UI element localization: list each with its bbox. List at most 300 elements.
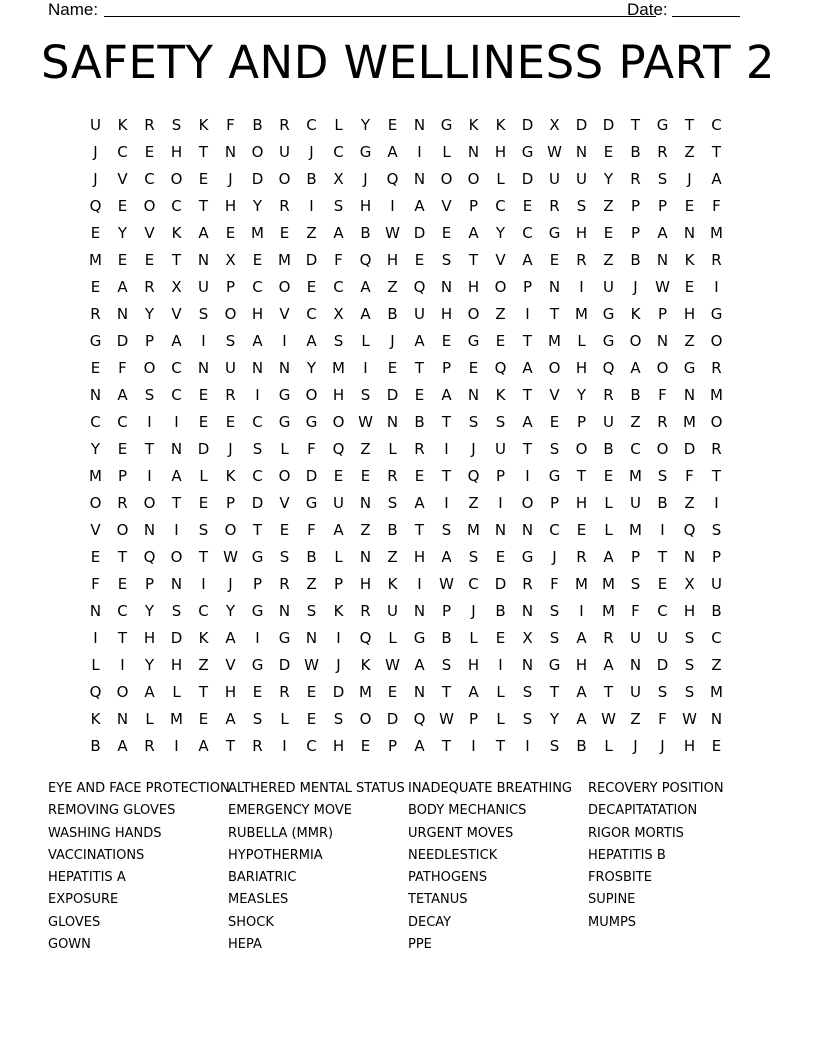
grid-letter[interactable]: L <box>577 331 586 350</box>
grid-letter[interactable]: S <box>441 520 452 539</box>
grid-letter[interactable]: O <box>278 466 291 485</box>
grid-letter[interactable]: N <box>116 304 129 323</box>
grid-letter[interactable]: O <box>116 520 129 539</box>
grid-letter[interactable]: B <box>630 385 641 404</box>
grid-letter[interactable]: Z <box>684 142 695 161</box>
grid-letter[interactable]: S <box>657 466 668 485</box>
grid-letter[interactable]: H <box>359 574 372 593</box>
grid-letter[interactable]: C <box>144 169 155 188</box>
grid-letter[interactable]: G <box>602 331 615 350</box>
grid-letter[interactable]: H <box>170 655 183 674</box>
grid-letter[interactable]: E <box>522 196 533 215</box>
grid-letter[interactable]: V <box>441 196 452 215</box>
grid-letter[interactable]: S <box>387 493 398 512</box>
grid-letter[interactable]: L <box>604 493 613 512</box>
grid-letter[interactable]: Y <box>144 655 155 674</box>
grid-letter[interactable]: L <box>280 439 289 458</box>
grid-letter[interactable]: H <box>467 277 480 296</box>
grid-letter[interactable]: W <box>682 709 697 728</box>
grid-letter[interactable]: E <box>414 385 425 404</box>
grid-letter[interactable]: M <box>251 223 264 242</box>
grid-letter[interactable]: P <box>441 358 452 377</box>
grid-letter[interactable]: S <box>468 547 479 566</box>
grid-letter[interactable]: E <box>387 358 398 377</box>
grid-letter[interactable]: P <box>630 196 641 215</box>
grid-letter[interactable]: A <box>360 277 371 296</box>
grid-letter[interactable]: P <box>333 574 344 593</box>
grid-letter[interactable]: G <box>683 358 696 377</box>
grid-letter[interactable]: D <box>305 466 318 485</box>
grid-letter[interactable]: A <box>333 223 344 242</box>
grid-letter[interactable]: A <box>630 358 641 377</box>
grid-letter[interactable]: E <box>198 412 209 431</box>
grid-letter[interactable]: U <box>198 277 209 296</box>
grid-letter[interactable]: R <box>711 439 722 458</box>
grid-letter[interactable]: J <box>93 142 98 161</box>
grid-letter[interactable]: Z <box>360 439 371 458</box>
grid-letter[interactable]: D <box>116 331 129 350</box>
grid-letter[interactable]: R <box>549 196 560 215</box>
grid-letter[interactable]: S <box>198 520 209 539</box>
grid-letter[interactable]: O <box>251 142 264 161</box>
grid-letter[interactable]: B <box>711 601 722 620</box>
grid-letter[interactable]: L <box>496 682 505 701</box>
grid-letter[interactable]: S <box>522 709 533 728</box>
grid-letter[interactable]: T <box>171 493 182 512</box>
grid-letter[interactable]: M <box>467 520 480 539</box>
grid-letter[interactable]: F <box>550 574 559 593</box>
grid-letter[interactable]: M <box>548 331 561 350</box>
grid-letter[interactable]: M <box>278 250 291 269</box>
grid-letter[interactable]: Q <box>602 358 615 377</box>
grid-letter[interactable]: S <box>252 439 263 458</box>
grid-letter[interactable]: C <box>306 736 317 755</box>
grid-letter[interactable]: Q <box>143 547 156 566</box>
grid-letter[interactable]: D <box>575 115 588 134</box>
grid-letter[interactable]: O <box>359 709 372 728</box>
grid-letter[interactable]: M <box>710 223 723 242</box>
grid-letter[interactable]: C <box>711 628 722 647</box>
grid-letter[interactable]: P <box>468 196 479 215</box>
grid-letter[interactable]: R <box>279 682 290 701</box>
grid-letter[interactable]: J <box>633 736 638 755</box>
grid-letter[interactable]: S <box>576 196 587 215</box>
grid-letter[interactable]: N <box>548 277 561 296</box>
grid-letter[interactable]: G <box>278 412 291 431</box>
grid-letter[interactable]: S <box>549 601 560 620</box>
grid-letter[interactable]: N <box>413 169 426 188</box>
grid-letter[interactable]: Z <box>630 709 641 728</box>
grid-letter[interactable]: E <box>144 142 155 161</box>
grid-letter[interactable]: V <box>279 304 290 323</box>
grid-letter[interactable]: L <box>91 655 100 674</box>
grid-letter[interactable]: D <box>332 682 345 701</box>
grid-letter[interactable]: Z <box>198 655 209 674</box>
grid-letter[interactable]: R <box>225 385 236 404</box>
grid-letter[interactable]: B <box>441 628 452 647</box>
grid-letter[interactable]: M <box>332 358 345 377</box>
grid-letter[interactable]: N <box>656 250 669 269</box>
grid-letter[interactable]: T <box>117 547 128 566</box>
grid-letter[interactable]: I <box>174 412 179 431</box>
grid-letter[interactable]: C <box>252 466 263 485</box>
grid-letter[interactable]: V <box>549 385 560 404</box>
grid-letter[interactable]: W <box>304 655 319 674</box>
grid-letter[interactable]: L <box>388 628 397 647</box>
grid-letter[interactable]: D <box>170 628 183 647</box>
grid-letter[interactable]: R <box>387 466 398 485</box>
grid-letter[interactable]: E <box>549 412 560 431</box>
grid-letter[interactable]: E <box>279 520 290 539</box>
grid-letter[interactable]: X <box>522 628 533 647</box>
grid-letter[interactable]: N <box>683 385 696 404</box>
grid-letter[interactable]: A <box>468 223 479 242</box>
grid-letter[interactable]: V <box>171 304 182 323</box>
grid-letter[interactable]: T <box>144 439 155 458</box>
grid-letter[interactable]: U <box>576 169 587 188</box>
grid-letter[interactable]: D <box>251 493 264 512</box>
grid-letter[interactable]: V <box>279 493 290 512</box>
grid-letter[interactable]: U <box>279 142 290 161</box>
grid-letter[interactable]: R <box>657 412 668 431</box>
grid-letter[interactable]: E <box>90 547 101 566</box>
grid-letter[interactable]: G <box>251 601 264 620</box>
grid-letter[interactable]: F <box>658 385 667 404</box>
grid-letter[interactable]: O <box>332 412 345 431</box>
grid-letter[interactable]: O <box>710 331 723 350</box>
grid-letter[interactable]: H <box>386 250 399 269</box>
grid-letter[interactable]: P <box>144 574 155 593</box>
grid-letter[interactable]: I <box>471 736 476 755</box>
grid-letter[interactable]: R <box>576 250 587 269</box>
grid-letter[interactable]: O <box>440 169 453 188</box>
grid-letter[interactable]: O <box>656 439 669 458</box>
grid-letter[interactable]: T <box>441 682 452 701</box>
grid-letter[interactable]: O <box>143 196 156 215</box>
grid-letter[interactable]: D <box>413 223 426 242</box>
grid-letter[interactable]: G <box>89 331 102 350</box>
grid-letter[interactable]: N <box>413 682 426 701</box>
grid-letter[interactable]: R <box>279 196 290 215</box>
grid-letter[interactable]: A <box>414 493 425 512</box>
grid-letter[interactable]: E <box>333 466 344 485</box>
grid-letter[interactable]: S <box>225 331 236 350</box>
grid-letter[interactable]: J <box>228 169 233 188</box>
grid-letter[interactable]: Y <box>90 439 101 458</box>
grid-letter[interactable]: F <box>712 196 721 215</box>
grid-letter[interactable]: D <box>683 439 696 458</box>
grid-letter[interactable]: D <box>494 574 507 593</box>
grid-letter[interactable]: A <box>522 412 533 431</box>
grid-letter[interactable]: S <box>630 574 641 593</box>
grid-letter[interactable]: R <box>279 574 290 593</box>
grid-letter[interactable]: K <box>117 115 128 134</box>
grid-letter[interactable]: I <box>147 412 152 431</box>
grid-letter[interactable]: E <box>90 358 101 377</box>
grid-letter[interactable]: D <box>278 655 291 674</box>
grid-letter[interactable]: E <box>117 196 128 215</box>
grid-letter[interactable]: M <box>170 709 183 728</box>
grid-letter[interactable]: I <box>174 520 179 539</box>
grid-letter[interactable]: E <box>387 682 398 701</box>
grid-letter[interactable]: Z <box>468 493 479 512</box>
grid-letter[interactable]: N <box>359 493 372 512</box>
grid-letter[interactable]: E <box>360 736 371 755</box>
grid-letter[interactable]: B <box>360 223 371 242</box>
grid-letter[interactable]: U <box>495 439 506 458</box>
grid-letter[interactable]: N <box>413 115 426 134</box>
grid-letter[interactable]: B <box>603 439 614 458</box>
grid-letter[interactable]: A <box>576 682 587 701</box>
grid-letter[interactable]: I <box>201 574 206 593</box>
grid-letter[interactable]: Q <box>89 196 102 215</box>
grid-letter[interactable]: S <box>144 385 155 404</box>
grid-letter[interactable]: H <box>575 493 588 512</box>
grid-letter[interactable]: T <box>252 520 263 539</box>
grid-letter[interactable]: E <box>198 169 209 188</box>
grid-letter[interactable]: T <box>225 736 236 755</box>
grid-letter[interactable]: B <box>387 520 398 539</box>
grid-letter[interactable]: M <box>89 250 102 269</box>
grid-letter[interactable]: S <box>279 547 290 566</box>
grid-letter[interactable]: U <box>387 601 398 620</box>
grid-letter[interactable]: D <box>521 169 534 188</box>
grid-letter[interactable]: B <box>90 736 101 755</box>
grid-letter[interactable]: O <box>170 547 183 566</box>
grid-letter[interactable]: H <box>170 142 183 161</box>
grid-letter[interactable]: G <box>602 304 615 323</box>
grid-letter[interactable]: P <box>252 574 263 593</box>
grid-letter[interactable]: A <box>522 358 533 377</box>
grid-letter[interactable]: J <box>228 439 233 458</box>
grid-letter[interactable]: G <box>548 655 561 674</box>
grid-letter[interactable]: M <box>710 385 723 404</box>
grid-letter[interactable]: M <box>629 466 642 485</box>
grid-letter[interactable]: G <box>548 466 561 485</box>
grid-letter[interactable]: A <box>144 682 155 701</box>
grid-letter[interactable]: T <box>198 196 209 215</box>
grid-letter[interactable]: I <box>714 277 719 296</box>
grid-letter[interactable]: G <box>305 412 318 431</box>
grid-letter[interactable]: I <box>579 277 584 296</box>
grid-letter[interactable]: N <box>521 520 534 539</box>
grid-letter[interactable]: T <box>468 250 479 269</box>
grid-letter[interactable]: I <box>282 331 287 350</box>
grid-letter[interactable]: T <box>171 250 182 269</box>
grid-letter[interactable]: C <box>306 115 317 134</box>
grid-letter[interactable]: T <box>711 142 722 161</box>
grid-letter[interactable]: C <box>333 277 344 296</box>
grid-letter[interactable]: E <box>90 223 101 242</box>
grid-letter[interactable]: U <box>630 628 641 647</box>
grid-letter[interactable]: C <box>306 304 317 323</box>
grid-letter[interactable]: H <box>224 196 237 215</box>
grid-letter[interactable]: W <box>223 547 238 566</box>
grid-letter[interactable]: N <box>413 601 426 620</box>
grid-letter[interactable]: G <box>278 385 291 404</box>
grid-letter[interactable]: A <box>414 196 425 215</box>
grid-letter[interactable]: T <box>441 466 452 485</box>
grid-letter[interactable]: N <box>89 601 102 620</box>
grid-letter[interactable]: K <box>333 601 344 620</box>
grid-letter[interactable]: K <box>684 250 695 269</box>
grid-letter[interactable]: S <box>198 304 209 323</box>
grid-letter[interactable]: E <box>549 250 560 269</box>
grid-letter[interactable]: A <box>225 628 236 647</box>
grid-letter[interactable]: W <box>358 412 373 431</box>
grid-letter[interactable]: N <box>224 142 237 161</box>
grid-letter[interactable]: W <box>547 142 562 161</box>
grid-letter[interactable]: H <box>332 736 345 755</box>
grid-letter[interactable]: E <box>306 682 317 701</box>
grid-letter[interactable]: A <box>603 655 614 674</box>
grid-letter[interactable]: Q <box>413 277 426 296</box>
grid-letter[interactable]: F <box>307 439 316 458</box>
grid-letter[interactable]: Q <box>467 466 480 485</box>
grid-letter[interactable]: W <box>385 223 400 242</box>
grid-letter[interactable]: T <box>657 547 668 566</box>
grid-letter[interactable]: N <box>170 439 183 458</box>
grid-letter[interactable]: H <box>683 601 696 620</box>
grid-letter[interactable]: E <box>117 574 128 593</box>
grid-letter[interactable]: J <box>336 655 341 674</box>
grid-letter[interactable]: N <box>575 142 588 161</box>
grid-letter[interactable]: H <box>332 385 345 404</box>
grid-letter[interactable]: N <box>89 385 102 404</box>
grid-letter[interactable]: G <box>440 115 453 134</box>
grid-letter[interactable]: A <box>441 385 452 404</box>
grid-letter[interactable]: T <box>414 520 425 539</box>
grid-letter[interactable]: K <box>360 655 371 674</box>
grid-letter[interactable]: E <box>495 628 506 647</box>
grid-letter[interactable]: S <box>171 115 182 134</box>
grid-letter[interactable]: S <box>684 628 695 647</box>
grid-letter[interactable]: C <box>711 115 722 134</box>
grid-letter[interactable]: S <box>522 682 533 701</box>
grid-letter[interactable]: A <box>414 736 425 755</box>
grid-letter[interactable]: N <box>656 331 669 350</box>
grid-letter[interactable]: E <box>576 520 587 539</box>
grid-letter[interactable]: A <box>198 223 209 242</box>
grid-letter[interactable]: E <box>603 466 614 485</box>
grid-letter[interactable]: R <box>144 736 155 755</box>
grid-letter[interactable]: L <box>172 682 181 701</box>
grid-letter[interactable]: G <box>710 304 723 323</box>
grid-letter[interactable]: S <box>684 682 695 701</box>
grid-letter[interactable]: E <box>252 682 263 701</box>
grid-letter[interactable]: Q <box>683 520 696 539</box>
grid-letter[interactable]: T <box>603 682 614 701</box>
grid-letter[interactable]: W <box>601 709 616 728</box>
grid-letter[interactable]: U <box>657 628 668 647</box>
grid-letter[interactable]: F <box>334 250 343 269</box>
grid-letter[interactable]: J <box>471 439 476 458</box>
grid-letter[interactable]: X <box>333 304 344 323</box>
grid-letter[interactable]: E <box>657 574 668 593</box>
grid-letter[interactable]: O <box>521 493 534 512</box>
grid-letter[interactable]: N <box>116 709 129 728</box>
grid-letter[interactable]: E <box>306 277 317 296</box>
grid-letter[interactable]: P <box>144 331 155 350</box>
grid-letter[interactable]: T <box>549 304 560 323</box>
grid-letter[interactable]: F <box>685 466 694 485</box>
grid-letter[interactable]: S <box>657 169 668 188</box>
grid-letter[interactable]: L <box>334 115 343 134</box>
grid-letter[interactable]: Y <box>225 601 236 620</box>
grid-letter[interactable]: E <box>495 331 506 350</box>
grid-letter[interactable]: E <box>225 412 236 431</box>
grid-letter[interactable]: X <box>225 250 236 269</box>
grid-letter[interactable]: E <box>90 277 101 296</box>
grid-letter[interactable]: D <box>656 655 669 674</box>
grid-letter[interactable]: K <box>630 304 641 323</box>
grid-letter[interactable]: D <box>305 250 318 269</box>
grid-letter[interactable]: X <box>684 574 695 593</box>
grid-letter[interactable]: M <box>629 520 642 539</box>
grid-letter[interactable]: H <box>413 547 426 566</box>
grid-letter[interactable]: S <box>441 250 452 269</box>
grid-letter[interactable]: B <box>414 412 425 431</box>
grid-letter[interactable]: C <box>549 520 560 539</box>
grid-letter[interactable]: S <box>549 736 560 755</box>
grid-letter[interactable]: X <box>549 115 560 134</box>
grid-letter[interactable]: T <box>495 736 506 755</box>
grid-letter[interactable]: H <box>575 655 588 674</box>
grid-letter[interactable]: B <box>495 601 506 620</box>
grid-letter[interactable]: T <box>198 142 209 161</box>
grid-letter[interactable]: R <box>630 169 641 188</box>
grid-letter[interactable]: O <box>143 493 156 512</box>
grid-letter[interactable]: N <box>197 250 210 269</box>
grid-letter[interactable]: H <box>683 736 696 755</box>
grid-letter[interactable]: U <box>90 115 101 134</box>
grid-letter[interactable]: T <box>711 466 722 485</box>
grid-letter[interactable]: E <box>198 709 209 728</box>
grid-letter[interactable]: O <box>224 520 237 539</box>
grid-letter[interactable]: Y <box>144 601 155 620</box>
grid-letter[interactable]: I <box>714 493 719 512</box>
grid-letter[interactable]: K <box>495 385 506 404</box>
grid-letter[interactable]: A <box>171 331 182 350</box>
grid-letter[interactable]: J <box>660 736 665 755</box>
grid-letter[interactable]: Z <box>306 574 317 593</box>
grid-letter[interactable]: I <box>120 655 125 674</box>
grid-letter[interactable]: O <box>224 304 237 323</box>
grid-letter[interactable]: A <box>360 304 371 323</box>
grid-letter[interactable]: U <box>549 169 560 188</box>
grid-letter[interactable]: N <box>683 547 696 566</box>
grid-letter[interactable]: B <box>252 115 263 134</box>
grid-letter[interactable]: U <box>711 574 722 593</box>
grid-letter[interactable]: S <box>549 628 560 647</box>
grid-letter[interactable]: Q <box>359 628 372 647</box>
grid-letter[interactable]: C <box>117 412 128 431</box>
grid-letter[interactable]: D <box>197 439 210 458</box>
grid-letter[interactable]: P <box>657 196 668 215</box>
grid-letter[interactable]: E <box>360 466 371 485</box>
grid-letter[interactable]: P <box>630 547 641 566</box>
grid-letter[interactable]: R <box>603 628 614 647</box>
grid-letter[interactable]: D <box>602 115 615 134</box>
grid-letter[interactable]: O <box>278 277 291 296</box>
grid-letter[interactable]: E <box>198 385 209 404</box>
grid-letter[interactable]: G <box>251 655 264 674</box>
grid-letter[interactable]: A <box>522 250 533 269</box>
grid-letter[interactable]: Y <box>117 223 128 242</box>
grid-letter[interactable]: C <box>171 196 182 215</box>
grid-letter[interactable]: A <box>333 520 344 539</box>
grid-letter[interactable]: P <box>387 736 398 755</box>
